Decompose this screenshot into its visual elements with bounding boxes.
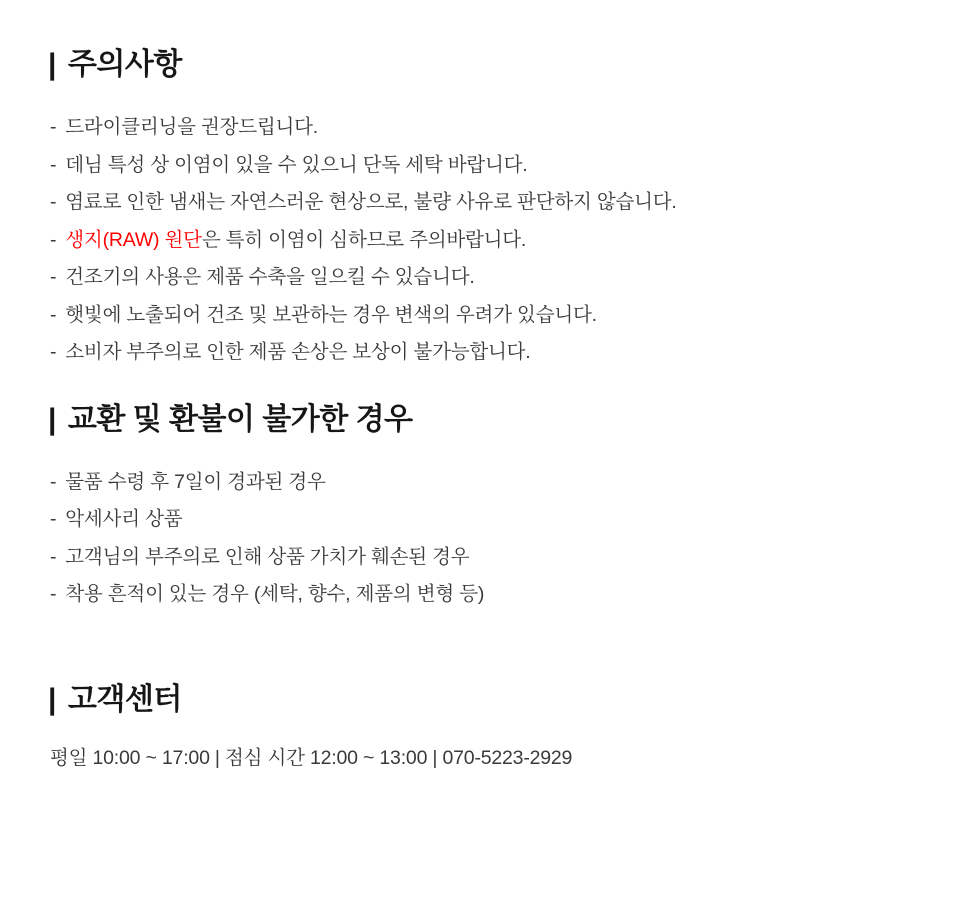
item-text: 염료로 인한 냄새는 자연스러운 현상으로, 불량 사유로 판단하지 않습니다. [65,191,677,213]
notice-list-item [50,501,920,539]
section-exchange-refund [48,399,920,614]
item-text: 은 특히 이염이 심하므로 주의바랍니다. [201,228,527,251]
bullet-dash: - [50,470,57,493]
item-text: 물품 수령 후 7일이 경과된 경우 [65,470,326,493]
bullet-dash: - [50,266,57,288]
bullet-dash: - [50,116,57,138]
notice-list-item [50,109,920,147]
notice-list-item [50,259,920,297]
item-text: 건조기의 사용은 제품 수축을 일으킬 수 있습니다. [65,266,475,288]
notice-list-item [50,222,920,260]
section-customer-center [48,679,920,772]
exchange-refund-list [48,464,920,614]
precautions-title: 주의사항 [67,48,182,81]
item-text: 드라이클리닝을 권장드립니다. [65,116,319,138]
customer-center-hours: 평일 10:00 ~ 17:00 | 점심 시간 12:00 ~ 13:00 | 070-5223-2929 [50,746,573,769]
bullet-dash: - [50,583,57,605]
bullet-dash: - [50,508,57,530]
customer-center-heading [48,679,920,721]
exchange-refund-heading [48,399,920,441]
highlighted-text: 생지(RAW) 원단 [65,228,202,251]
notice-list-item [50,184,920,222]
bullet-dash: - [50,545,57,568]
notice-list-item [50,539,920,577]
bullet-dash: - [50,303,57,326]
customer-center-title: 고객센터 [67,682,182,716]
exchange-refund-title: 교환 및 환불이 불가한 경우 [67,402,413,436]
item-text: 고객님의 부주의로 인해 상품 가치가 훼손된 경우 [65,545,470,568]
bullet-dash: - [50,341,57,363]
item-text: 착용 흔적이 있는 경우 (세탁, 향수, 제품의 변형 등) [65,583,485,605]
heading-bar: | [48,48,56,81]
notice-list-item [50,297,920,335]
precautions-list [48,109,920,372]
notice-list-item [50,147,920,185]
item-text: 햇빛에 노출되어 건조 및 보관하는 경우 변색의 우려가 있습니다. [65,303,597,326]
notice-list-item [50,334,920,372]
heading-bar: | [48,682,56,716]
section-precautions [48,44,920,372]
item-text: 데님 특성 상 이염이 있을 수 있으니 단독 세탁 바랍니다. [65,153,528,176]
item-text: 소비자 부주의로 인한 제품 손상은 보상이 불가능합니다. [65,341,531,363]
bullet-dash: - [50,228,57,251]
bullet-dash: - [50,153,57,176]
precautions-heading [48,44,920,86]
bullet-dash: - [50,191,57,213]
notice-list-item [50,464,920,502]
item-text: 악세사리 상품 [65,508,183,530]
heading-bar: | [48,402,56,436]
notice-list-item [50,576,920,614]
